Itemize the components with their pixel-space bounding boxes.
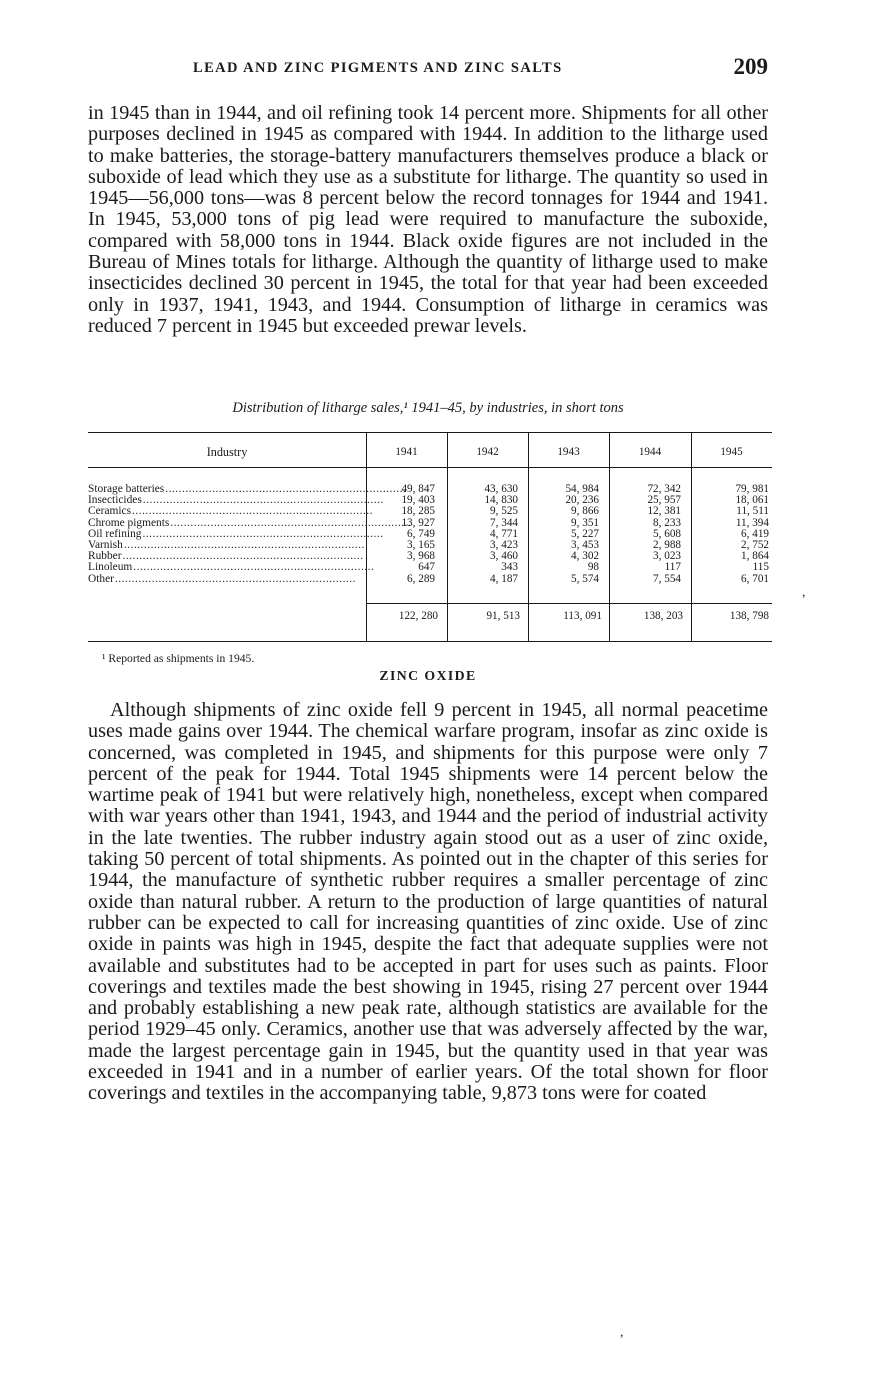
header-year-1942: 1942 — [476, 446, 499, 458]
table-cell: 3, 968 — [407, 550, 435, 563]
header-year-1943: 1943 — [557, 446, 580, 458]
table-cell: 6, 749 — [407, 527, 435, 540]
scan-mark: , — [802, 585, 806, 600]
table-cell: 79, 981 — [735, 483, 769, 495]
table-cell: 19, 403 — [401, 494, 435, 507]
table-cell: 5, 608 — [653, 527, 681, 540]
table-cell: 72, 342 — [647, 483, 681, 495]
table-cell: 9, 866 — [571, 505, 599, 518]
total-1945: 138, 798 — [729, 610, 769, 622]
body-paragraph-litharge: in 1945 than in 1944, and oil refining took 14 percent more. Shipments for all other purposes declined in 1945 as compared with 1944. In addition to the litharge used to make batteries, the storage-battery manufacturers themselves produce a black or suboxide of lead which they use as a substitute for litharge. The quantity so used in 1945—56,000 tons—was 8 percent below the record tonnages for 1944 and 1941. In 1945, 53,000 tons of pig lead were required to manufacture the suboxide, compared with 58,000 tons in 1944. Black oxide figures are not included in the Bureau of Mines totals for litharge. Although the quantity of litharge used to make insecticides declined 30 percent in 1945, the total for that year had been exceeded only in 1937, 1941, 1943, and 1944. Consumption of litharge in ceramics was reduced 7 percent in 1945 but exceeded prewar levels. — [88, 102, 768, 337]
table-row-label: Linoleum ........................................................................ — [88, 561, 375, 574]
section-heading-zinc-oxide: ZINC OXIDE — [379, 668, 477, 683]
table-cell: 20, 236 — [565, 494, 599, 507]
table-bottom-rule — [88, 641, 772, 642]
table-cell: 4, 771 — [490, 527, 518, 540]
table-cell: 8, 233 — [653, 516, 681, 529]
table-row-label: Insecticides ........................................................................ — [88, 494, 384, 507]
column-1945 — [691, 484, 769, 585]
table-cell: 13, 927 — [401, 516, 435, 529]
total-1943: 113, 091 — [563, 610, 602, 622]
table-cell: 3, 460 — [490, 550, 518, 563]
table-cell: 2, 988 — [653, 538, 681, 551]
table-cell: 4, 187 — [490, 572, 518, 585]
table-cell: 6, 701 — [741, 572, 769, 585]
table-cell: 11, 394 — [735, 516, 769, 529]
table-cell: 9, 525 — [490, 505, 518, 518]
running-head — [88, 54, 768, 82]
column-1942 — [447, 484, 518, 585]
scan-mark: , — [620, 1325, 624, 1340]
table-cell: 343 — [501, 561, 518, 574]
table-cell: 117 — [664, 561, 681, 574]
table-cell: 3, 023 — [653, 550, 681, 563]
industry-column — [88, 483, 412, 585]
table-cell: 49, 847 — [401, 483, 435, 495]
table-cell: 3, 423 — [490, 538, 518, 551]
table-caption: Distribution of litharge sales,¹ 1941–45, by industries, in short tons — [232, 400, 624, 416]
table-cell: 14, 830 — [484, 494, 518, 507]
column-1941 — [366, 484, 435, 585]
table-cell: 18, 285 — [401, 505, 435, 518]
litharge-sales-table — [88, 432, 772, 644]
header-year-1941: 1941 — [395, 446, 418, 458]
header-industry: Industry — [206, 445, 248, 459]
table-cell: 98 — [587, 561, 599, 574]
table-cell: 115 — [752, 561, 769, 574]
table-row-label: Storage batteries ........................................................................ — [88, 483, 407, 495]
table-cell: 11, 511 — [736, 505, 769, 518]
table-cell: 43, 630 — [484, 483, 518, 495]
total-1944: 138, 203 — [643, 610, 683, 622]
table-cell: 25, 957 — [647, 494, 681, 507]
table-top-rule — [88, 432, 772, 433]
table-cell: 12, 381 — [647, 505, 681, 518]
column-1943 — [528, 484, 599, 585]
table-cell: 5, 574 — [571, 572, 599, 585]
column-1944 — [609, 484, 681, 585]
table-cell: 6, 419 — [741, 527, 769, 540]
table-cell: 5, 227 — [571, 527, 599, 540]
table-cell: 4, 302 — [571, 550, 599, 563]
table-cell: 54, 984 — [565, 483, 599, 495]
table-cell: 1, 864 — [741, 550, 769, 563]
table-footnote: ¹ Reported as shipments in 1945. — [102, 652, 255, 665]
table-row-label: Varnish ........................................................................ — [88, 538, 365, 551]
page-number: 209 — [733, 54, 768, 79]
table-cell: 6, 289 — [407, 572, 435, 585]
header-year-1944: 1944 — [638, 446, 662, 458]
table-cell: 18, 061 — [735, 494, 769, 507]
table-cell: 9, 351 — [571, 516, 599, 529]
header-year-1945: 1945 — [720, 446, 743, 458]
table-row-label: Rubber ........................................................................ — [88, 550, 364, 563]
table-row-label: Ceramics ........................................................................ — [88, 505, 374, 518]
table-total-rule — [366, 603, 772, 604]
table-cell: 7, 344 — [490, 516, 518, 529]
running-title: LEAD AND ZINC PIGMENTS AND ZINC SALTS — [193, 60, 563, 76]
table-cell: 3, 165 — [407, 538, 435, 551]
table-row-label: Other ........................................................................ — [88, 572, 356, 585]
table-cell: 7, 554 — [653, 572, 681, 585]
total-1941: 122, 280 — [398, 610, 438, 622]
table-cell: 647 — [418, 561, 435, 574]
body-paragraph-zinc-oxide: Although shipments of zinc oxide fell 9 percent in 1945, all normal peacetime uses made gains over 1944. The chemical warfare program, insofar as zinc oxide is concerned, was completed in 1945, and shipments for this purpose were only 7 percent of the peak for 1944. Total 1945 shipments were 14 percent below the wartime peak of 1941 but were relatively high, nonetheless, except when compared with war years other than 1941, 1943, and 1944 and the period of industrial activity in the late twenties. The rubber industry again stood out as a user of zinc oxide, taking 50 percent of total shipments. As pointed out in the chapter of this series for 1944, the manufacture of synthetic rubber requires a smaller percentage of zinc oxide than natural rubber. A return to the production of large quantities of natural rubber can be expected to call for increasing quantities of zinc oxide. Use of zinc oxide in paints was high in 1945, despite the fact that adequate supplies were not available and substitutes had to be accepted in part for uses such as paints. Floor coverings and textiles made the best showing in 1945, rising 27 percent over 1944 and probably establishing a new peak rate, although statistics are available for the period 1929–45 only. Ceramics, another use that was adversely affected by the war, made the largest percentage gain in 1945, but the quantity used in that year was exceeded in 1941 and in a number of earlier years. Of the total shown for floor coverings and textiles in the accompanying table, 9,873 tons were for coated — [88, 699, 768, 1105]
table-header-rule — [88, 467, 772, 468]
table-cell: 3, 453 — [571, 538, 599, 551]
total-1942: 91, 513 — [486, 610, 520, 622]
table-row-label: Chrome pigments ........................................................................ — [88, 516, 412, 529]
table-row-label: Oil refining ........................................................................ — [88, 527, 384, 540]
table-cell: 2, 752 — [741, 538, 769, 551]
